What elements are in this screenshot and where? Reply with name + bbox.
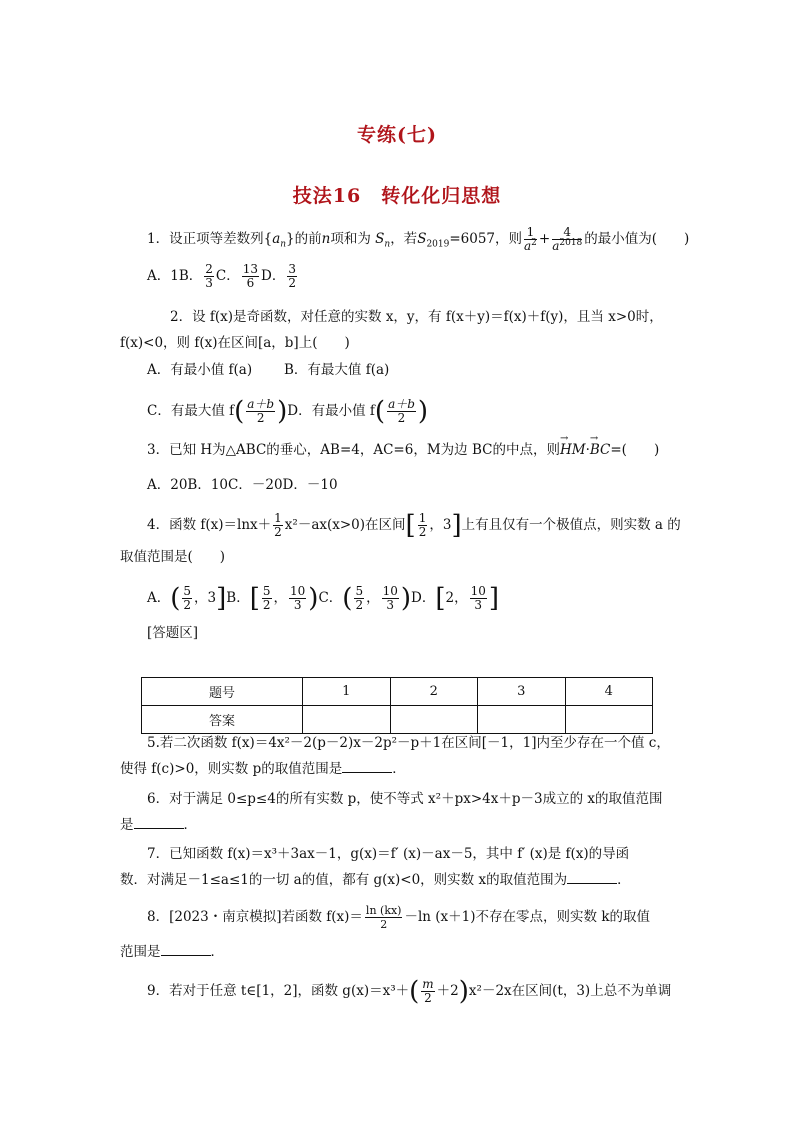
question-1-stem: 1．设正项等差数列$\{a_n\}$的前n项和为 $S_n$，若$S_{2019}=6057$，则 $\frac{1}{a^2}$ + $\frac{4}{a^{2018}}$ 的最小值为( ): [147, 225, 690, 253]
question-1-choices: A．1B． $\frac{2}{3}$ C． $\frac{13}{6}$ D． $\frac{3}{2}$: [147, 262, 296, 290]
page-subtitle: 技法16 转化化归思想: [292, 185, 502, 207]
question-2-option-a: A．有最小值 f(a): [147, 362, 253, 378]
answer-cell-3[interactable]: [478, 706, 566, 734]
question-2-option-c: C．有最大值 f( $\frac{a+b}{2}$ )D．有最小值 f( $\frac{a+b}{2}$ ): [147, 396, 429, 427]
answer-blank[interactable]: [161, 943, 211, 956]
fraction-1-over-a2: $\frac{1}{a^2}$: [524, 225, 537, 253]
vector-bc: → BC: [590, 441, 611, 459]
question-8-line2: 范围是 ．: [120, 944, 224, 960]
fraction-4-over-a2018: $\frac{4}{a^{2018}}$: [552, 225, 583, 253]
question-3-stem: 3．已知 H为△ABC的垂心，AB=4，AC=6，M为边 BC的中点，则→ HM·→ BC=( ): [147, 441, 659, 459]
question-5-line2: 使得 f(c)>0，则实数 p的取值范围是 ．: [120, 761, 406, 777]
table-cell: 2: [390, 678, 478, 706]
question-5-line1: 5.若二次函数 f(x)＝4x²－2(p－2)x－2p²－p＋1在区间[－1，1]内至少存在一个值 c，: [147, 735, 670, 751]
question-7-line1: 7．已知函数 f(x)＝x³＋3ax－1，g(x)＝f′ (x)－ax－5，其中 f′ (x)是 f(x)的导函: [147, 846, 630, 862]
question-6-line1: 6．对于满足 0≤p≤4的所有实数 p，使不等式 x²＋px>4x＋p－3成立的 x的取值范围: [147, 791, 663, 807]
question-6-line2: 是 ．: [120, 817, 197, 833]
table-header-cell: 答案: [142, 706, 303, 734]
question-4-stem: 4．函数 f(x)＝lnx＋ $\frac{1}{2}$ x²－ax(x>0)在区间[ $\frac{1}{2}$ ，3]上有且仅有一个极值点，则实数 a 的: [147, 510, 681, 541]
answer-zone-label: [答题区]: [147, 625, 199, 641]
vector-hm: → HM: [560, 441, 586, 459]
table-cell: 1: [303, 678, 391, 706]
table-row: [142, 678, 653, 706]
answer-cell-2[interactable]: [390, 706, 478, 734]
answer-blank[interactable]: [567, 871, 617, 884]
question-2-option-b: B．有最大值 f(a): [284, 362, 390, 378]
table-header-cell: 题号: [142, 678, 303, 706]
question-4-line2: 取值范围是( ): [120, 549, 226, 565]
question-8-line1: 8．[2023・南京模拟]若函数 f(x)＝ $\frac{\ln (kx)}{2}$ －ln (x＋1)不存在零点，则实数 k的取值: [147, 904, 650, 931]
question-2-line2: f(x)<0，则 f(x)在区间[a，b]上( ): [120, 335, 350, 351]
answer-table: [141, 677, 653, 734]
question-3-choices: A．20B．10C．－20D．－10: [147, 477, 338, 493]
answer-cell-4[interactable]: [565, 706, 653, 734]
answer-blank[interactable]: [342, 760, 392, 773]
page-title: 专练(七): [357, 124, 437, 146]
table-row: [142, 706, 653, 734]
question-7-line2: 数．对满足－1≤a≤1的一切 a的值，都有 g(x)<0，则实数 x的取值范围为 ．: [120, 872, 631, 888]
table-cell: 4: [565, 678, 653, 706]
question-2-line1: 2．设 f(x)是奇函数，对任意的实数 x，y，有 f(x＋y)＝f(x)＋f(y)，且当 x>0时，: [170, 309, 663, 325]
question-9-line1: 9．若对于任意 t∈[1，2]，函数 g(x)＝x³＋( $\frac{m}{2}$ ＋2)x²－2x在区间(t，3)上总不为单调: [147, 976, 672, 1007]
question-4-choices: A．( $\frac{5}{2}$ ，3]B．[ $\frac{5}{2}$ ， $\frac{10}{3}$ )C．( $\frac{5}{2}$ ， $\frac{10}{3}$ )D．[2， $\frac{10}{3}$ ]: [147, 583, 500, 614]
answer-cell-1[interactable]: [303, 706, 391, 734]
answer-blank[interactable]: [134, 816, 184, 829]
table-cell: 3: [478, 678, 566, 706]
